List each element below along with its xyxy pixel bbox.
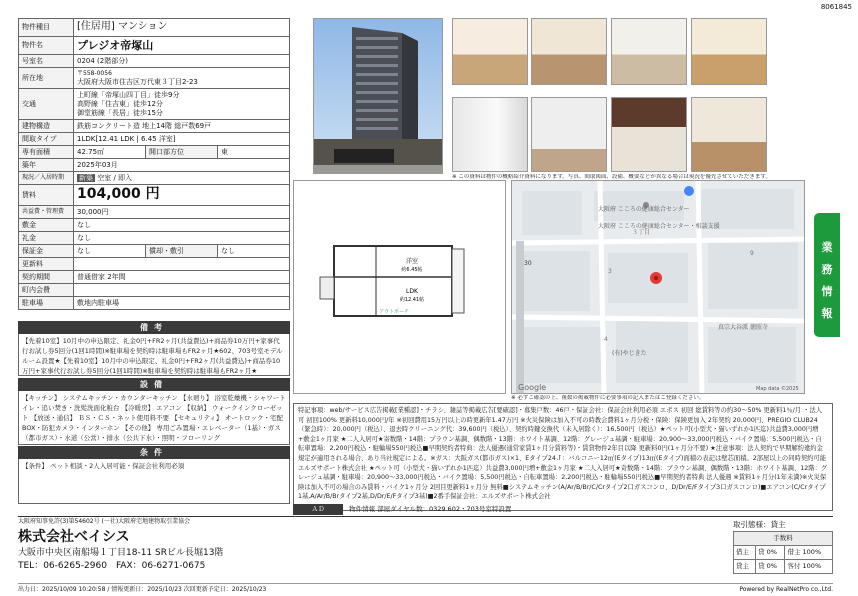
label-status: 現況／入居時期 [19,172,74,185]
label-guarantee: 保証金 [19,245,74,258]
new-badge: 新築 [79,173,93,182]
value-layout: 1LDK[12.41 LDK | 6.45 洋室] [74,133,290,146]
property-spec-table [18,18,290,310]
value-amortization: なし [218,245,290,258]
room1-size: 約6.45帖 [401,267,423,273]
interior-photo-3 [611,18,687,85]
map-label-3: 3 [608,268,612,275]
label-structure: 建物構造 [19,120,74,133]
floor-plan [293,180,506,394]
rent-value: 104,000 円 [74,185,290,206]
label-address: 所在地 [19,68,74,89]
value-direction: 東 [218,146,290,159]
room2-size: 約12.41帖 [399,297,425,303]
value-room: 0204 (2階部分) [74,55,290,68]
company-name: 株式会社ベイシス [18,528,130,545]
map-label-center2: 大阪府 こころの健康総合センター・相談支援 [598,223,720,230]
doc-id: 8061845 [820,3,852,11]
footer-right: Powered by RealNetPro co.,Ltd. [739,586,833,593]
interior-photo-5 [452,97,528,172]
value-renewal [74,258,290,271]
label-layout: 間取タイプ [19,133,74,146]
terms-title: 取引態様：貸主 [733,520,786,529]
google-logo: Google [518,383,547,392]
map-label-30: 30 [524,260,532,267]
zip-code: 〒558-0056 [77,70,112,77]
access-line-3: 御堂筋線「長居」徒歩15分 [77,108,163,117]
value-community [74,284,290,297]
building-illustration [314,19,443,174]
value-fee: 30,000円 [74,206,290,219]
label-access: 交通 [19,89,74,120]
label-parking: 駐車場 [19,297,74,310]
business-info-tab[interactable] [814,213,840,337]
label-area: 専有面積 [19,146,74,159]
porch-label: アウトポーチ [378,309,410,315]
company-address: 大阪市中央区南船場１丁目18-11 SRビル長堀13階 [18,548,224,558]
floor-plan-drawing [294,181,506,394]
license-text: 大阪府知事免許(3)第54602号 (一社)大阪府宅地建物取引業協会 [18,518,191,525]
label-renewal: 更新料 [19,258,74,271]
tab-char-3: 情 [821,285,833,298]
access-line-2: 高野線「住吉東」徒歩12分 [77,99,163,108]
remarks-body: 【先着10室】10月中の申込限定、礼金0円+FR2ヶ月(共益費込)+商品券10万円+家事代行お試し券5回分(1回1時間)※駐車場を契約時は駐車場もFR2ヶ月★602、703号室モデルルーム設置★【先着10室】10月中の申込限定、礼金0円+FR2ヶ月(共益費込)+商品券10万円+家事代行お試し券5回分(1回1時間)※駐車場を契約時は駐車場もFR2ヶ月★ [18,334,290,376]
interior-photo-4 [691,18,767,85]
label-contract: 契約期間 [19,271,74,284]
tab-char-4: 報 [821,307,833,320]
label-type: 物件種目 [19,19,74,37]
special-notes: 特記事項：web/サービス広告掲載[業種認]・チラシ、雑誌等掲載広告[要確認]・募集戸数：46戸・保証会社：保証会社利用必須 エポス 初回 総賃料等の約30～50% 更新料1％/月 ・法人可 初回100% 更新料10,000円/年 ※初回費用15万円以上の時更新年1.47万円 ※火災保険は加入不可の時教会費料1ヶ月分税・保険：保険更加入 2年契約 20,000円、PREGIO CLUB24（緊急時）：20,000円（税込）、退去時クリーニング代：39,600円（税込）、契約時鍵交換代（未入居除く）：16,500円（税込）★ペット可(小型犬・猫いずれか1匹迄)共益費3,000円増+敷金1ヶ月家 ★二人入居可★寄数階・14階：プラウン基調、偶数階・13階：ホワイト基調、12階：グレージュ基調・駐車場：20,900～33,000円税込・バイク置場：5,500円税込・自転車置場：2,200円税込・駐輪場550円税込■早期契約者特典：法人優遇(通常家賃1ヶ月分賃料等)・賃貸物件2年目以降 更新料0円(1ヶ月分不要) ★注意事項：法人契約で早期解約違約金規定が適用される場合、あり当社規定による。※ガス：大阪ガス(都市ガス)×1、Eタイプ24Ｊ：バルコニー12㎡(Eタイプ)13㎡(Eタイプ)面積の表記は壁芯面積。2部屋以上の同時契約可能 エルズサポート株式会社 ★ペット可（小型犬・猫いずれか1匹迄）共益費3,000円増+敷金1ヶ月家 ★二人入居可★奇数階・14階：ブラウン基調、偶数階・13階：ホワイト基調、12階：グレージュ基調・駐車場：20,900～33,000円税込・バイク置場：5,500円税込・自転車置場：2,200円税込・駐輪場550円税込■早期契約者特典 法人優遇 ※賃料1ヶ月分(1年未満)※火災保険は加入不可の場合のみ賃料・バイク1ヶ月分 2回目更新料1ヶ月分 無料■システムキッチン(A/Ar/B/Br/C/Crタイプ2口ガスコンロ、D/Dr/E/Fタイプ3口ガスコンロ)■エアコン(C/Crタイプ1基,A/Ar/B/Brタイプ2基,D/Dr/E/Fタイプ3基)■2番手保証会社：エルズサポート株式会社 [293,403,833,511]
ad-label: ＡＤ [293,504,343,515]
label-community: 町内会費 [19,284,74,297]
map-label-temple: 真宗大谷派 徳照寺 [718,324,768,331]
label-amortization: 償却・敷引 [146,245,218,258]
value-type: [住居用] マンション [74,19,290,37]
company-block [18,518,398,578]
label-deposit: 敷金 [19,219,74,232]
fee-header: 手数料 [734,532,833,546]
photo-note: ※ この資料は物件の概略紹介資料になります。写真、間取図面、設備、概要などが異なる場合は現況を優先させていただきます。 [452,174,771,180]
fee-table [733,531,833,574]
label-built: 築年 [19,159,74,172]
map[interactable] [511,180,805,394]
facilities-body: 【キッチン】 システムキッチン・カウンターキッチン 【水廻り】 浴室乾燥機・シャワートイレ・追い焚き・洗髪洗面化粧台 【冷暖房】 エアコン 【収納】 ウォークインクローゼット 【放送・通信】 ＢＳ・ＣＳ・ネット使用料不要 【セキュリティ】 オートロック・宅配BOX・防犯カメラ・インターホン 【その他】 専用ごみ置場・エレベーター（1基）・ガス（都市ガス）・水道（公営）・排水（公共下水）・照明・フローリング [18,391,290,445]
map-drawing [512,181,805,394]
label-fee: 共益費・管理費 [19,206,74,219]
conditions-header: 条件 [18,446,290,459]
ad-row [293,504,833,515]
ad-text: 物件情報 部屋ダイヤル数：0329 602・703号室特設置 [349,505,512,513]
company-rule [18,516,833,517]
remarks-header: 備考 [18,321,290,334]
room1-label: 洋室 [405,258,419,265]
value-deposit: なし [74,219,290,232]
value-contract: 普通借家 2年間 [74,271,290,284]
fee-r2-b: 貸 0% [756,560,785,574]
room2-label: LDK [406,288,418,295]
label-rent: 賃料 [19,185,74,206]
value-status: 空室 / 即入 [97,173,133,182]
conditions-body: 【条件】 ペット相談・2人入居可能・保証会社利用必須 [18,459,290,504]
map-credit: Map data ©2025 [756,386,799,392]
label-direction: 開口部方位 [146,146,218,159]
fee-r1-b: 貸 0% [756,546,785,560]
map-label-center: 大阪府 こころの健康総合センター [598,206,690,213]
interior-photo-6 [531,97,607,172]
value-parking: 敷地内駐車場 [74,297,290,310]
value-area: 42.75㎡ [74,146,146,159]
fee-r1-a: 借主 [734,546,756,560]
interior-photo-7 [611,97,687,172]
facilities-header: 設備 [18,378,290,391]
footer-rule [18,583,833,584]
label-keymoney: 礼金 [19,232,74,245]
address: 大阪府大阪市住吉区万代東３丁目2-23 [77,78,198,86]
interior-photo-2 [531,18,607,85]
value-built: 2025年03月 [74,159,290,172]
map-label-9: 9 [750,250,754,257]
building-photo [313,18,443,174]
interior-photo-8 [691,97,767,172]
value-guarantee: なし [74,245,146,258]
label-room: 号室名 [19,55,74,68]
value-keymoney: なし [74,232,290,245]
map-label-4: 4 [604,336,608,343]
footer-left: 出力日：2025/10/09 10:20:58 / 情報更新日：2025/10/23 次回更新予定日：2025/10/23 [18,586,267,593]
interior-photo-1 [452,18,528,85]
fee-r2-c: 客付 100% [785,560,833,574]
fee-r2-a: 貸主 [734,560,756,574]
map-label-nursery: (有)やじきた [612,350,647,357]
map-note: ※ 必ずご確認の上、複数の掲載物件に必要事項の記入またはご登録ください。 [511,395,705,401]
property-name: プレジオ帝塚山 [74,37,290,55]
tab-char-1: 業 [821,241,833,254]
access-line-1: 上町線「帝塚山四丁目」徒歩9分 [77,90,180,99]
map-label-district: ３丁目 [632,229,651,236]
label-name: 物件名 [19,37,74,55]
company-tel: TEL：06-6265-2960 FAX：06-6271-0675 [18,561,206,572]
fee-r1-c: 借主 100% [785,546,833,560]
tab-char-2: 務 [821,263,833,276]
value-structure: 鉄筋コンクリート造 地上14階 総戸数69戸 [74,120,290,133]
